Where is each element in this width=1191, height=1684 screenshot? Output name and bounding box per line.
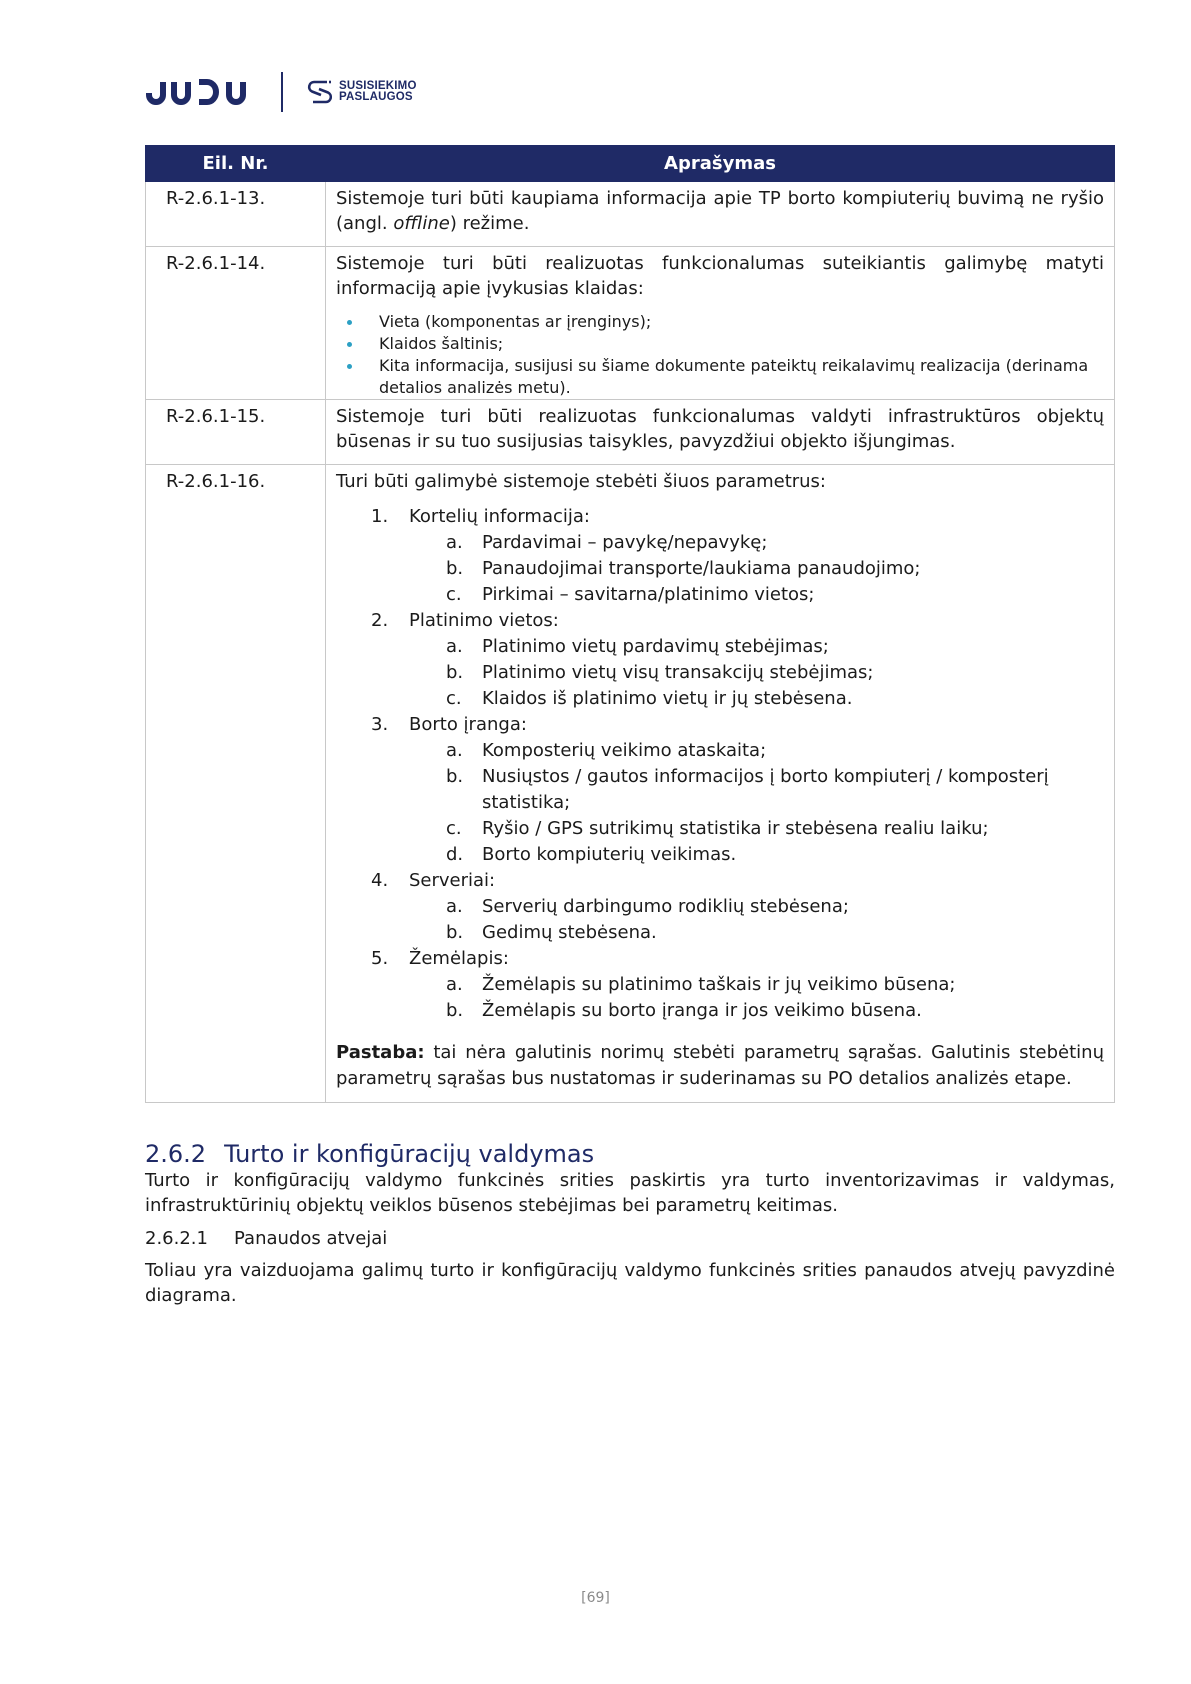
description-emphasis: offline xyxy=(393,213,450,234)
bullet-list xyxy=(336,311,1104,399)
requirement-id: R-2.6.1-13. xyxy=(146,182,326,247)
note xyxy=(336,1040,1104,1092)
list-item: 4. Serveriai: a. Serverių darbingumo rodiklių stebėsena; b. Gedimų stebėsena. xyxy=(336,868,1104,946)
requirement-description: Sistemoje turi būti realizuotas funkcionalumas valdyti infrastruktūros objektų būsenas ir su tuo susijusias taisykles, pavyzdžiui objekto išjungimas. xyxy=(326,400,1115,465)
requirements-table xyxy=(145,145,1115,1103)
parameter-list xyxy=(336,504,1104,1024)
bullet-icon xyxy=(347,364,352,369)
sub-list-item: c. Pirkimai – savitarna/platinimo vietos; xyxy=(446,584,815,605)
header-logos xyxy=(145,72,417,112)
subsection-heading xyxy=(145,1228,387,1249)
section-title: Turto ir konfigūracijų valdymas xyxy=(224,1140,595,1168)
logo-divider xyxy=(281,72,283,112)
section-number: 2.6.2 xyxy=(145,1140,207,1168)
requirement-description xyxy=(326,465,1115,1103)
description-text: Sistemoje turi būti realizuotas funkcionalumas suteikiantis galimybę matyti informaciją apie įvykusias klaidas: xyxy=(336,253,1104,299)
table-row xyxy=(146,182,1115,247)
susisiekimo-paslaugos-logo xyxy=(305,79,417,105)
sub-list-item: a. Platinimo vietų pardavimų stebėjimas; xyxy=(446,636,829,657)
subsection-title: Panaudos atvejai xyxy=(234,1228,388,1249)
sub-list-item: b. Platinimo vietų visų transakcijų stebėjimas; xyxy=(446,662,874,683)
ss-logo-line1: SUSISIEKIMO xyxy=(339,80,417,92)
page-number: [69] xyxy=(581,1590,610,1606)
column-header-id: Eil. Nr. xyxy=(146,146,326,182)
sub-list-item: b. Gedimų stebėsena. xyxy=(446,922,657,943)
requirement-description xyxy=(326,247,1115,400)
sub-list-item: c. Ryšio / GPS sutrikimų statistika ir stebėsena realiu laiku; xyxy=(446,818,989,839)
sub-list-item: d. Borto kompiuterių veikimas. xyxy=(446,844,737,865)
bullet-icon xyxy=(347,342,352,347)
list-item: 2. Platinimo vietos: a. Platinimo vietų pardavimų stebėjimas; b. Platinimo vietų visų transakcijų stebėjimas; c. Klaidos iš platinimo vietų ir jų stebėsena. xyxy=(336,608,1104,712)
sub-list-item: a. Žemėlapis su platinimo taškais ir jų veikimo būsena; xyxy=(446,974,956,995)
requirement-id: R-2.6.1-14. xyxy=(146,247,326,400)
list-item: Kita informacija, susijusi su šiame dokumente pateiktų reikalavimų realizacija (derinama detalios analizės metu). xyxy=(336,355,1104,399)
requirement-description xyxy=(326,182,1115,247)
list-item: 1. Kortelių informacija: a. Pardavimai – pavykę/nepavykę; b. Panaudojimai transporte/laukiama panaudojimo; c. Pirkimai – savitarna/platinimo vietos; xyxy=(336,504,1104,608)
ss-emblem-icon xyxy=(305,79,335,105)
list-item: 3. Borto įranga: a. Komposterių veikimo ataskaita; b. Nusiųstos / gautos informacijos į borto kompiuterį / komposterį statistika; c. Ryšio / GPS sutrikimų statistika ir stebėsena realiu laiku; d. Borto kompiuterių veikimas. xyxy=(336,712,1104,868)
requirement-id: R-2.6.1-16. xyxy=(146,465,326,1103)
table-row xyxy=(146,400,1115,465)
requirement-id: R-2.6.1-15. xyxy=(146,400,326,465)
sub-list-item: a. Pardavimai – pavykę/nepavykę; xyxy=(446,532,768,553)
sub-list-item: a. Serverių darbingumo rodiklių stebėsena; xyxy=(446,896,849,917)
bullet-icon xyxy=(347,320,352,325)
sub-list-item: b. Nusiųstos / gautos informacijos į borto kompiuterį / komposterį statistika; xyxy=(446,766,1049,813)
list-item: 5. Žemėlapis: a. Žemėlapis su platinimo taškais ir jų veikimo būsena; b. Žemėlapis su borto įranga ir jos veikimo būsena. xyxy=(336,946,1104,1024)
description-text: Sistemoje turi būti kaupiama informacija apie TP borto kompiuterių buvimą ne ryšio (angl. xyxy=(336,188,1104,234)
table-row xyxy=(146,247,1115,400)
section-paragraph: Turto ir konfigūracijų valdymo funkcinės srities paskirtis yra turto inventorizavimas ir valdymas, infrastruktūrinių objektų veiklos būsenos stebėjimas bei parametrų keitimas. xyxy=(145,1170,1115,1216)
sub-list-item: b. Panaudojimai transporte/laukiama panaudojimo; xyxy=(446,558,921,579)
column-header-description: Aprašymas xyxy=(326,146,1115,182)
note-text: tai nėra galutinis norimų stebėti parametrų sąrašas. Galutinis stebėtinų parametrų sąrašas bus nustatomas ir suderinamas su PO detalios analizės etape. xyxy=(336,1042,1104,1089)
sub-list-item: b. Žemėlapis su borto įranga ir jos veikimo būsena. xyxy=(446,1000,922,1021)
description-text: ) režime. xyxy=(449,213,530,234)
description-text: Turi būti galimybė sistemoje stebėti šiuos parametrus: xyxy=(336,471,826,492)
sub-list-item: a. Komposterių veikimo ataskaita; xyxy=(446,740,767,761)
subsection-number: 2.6.2.1 xyxy=(145,1228,208,1249)
table-header-row xyxy=(146,146,1115,182)
ss-logo-line2: PASLAUGOS xyxy=(339,91,413,103)
list-item: Klaidos šaltinis; xyxy=(336,333,1104,355)
sub-list-item: c. Klaidos iš platinimo vietų ir jų stebėsena. xyxy=(446,688,853,709)
section-heading xyxy=(145,1140,594,1168)
note-label: Pastaba: xyxy=(336,1042,425,1063)
table-row xyxy=(146,465,1115,1103)
judu-logo xyxy=(145,79,257,105)
subsection-paragraph: Toliau yra vaizduojama galimų turto ir konfigūracijų valdymo funkcinės srities panaudos atvejų pavyzdinė diagrama. xyxy=(145,1260,1115,1306)
list-item: Vieta (komponentas ar įrenginys); xyxy=(336,311,1104,333)
